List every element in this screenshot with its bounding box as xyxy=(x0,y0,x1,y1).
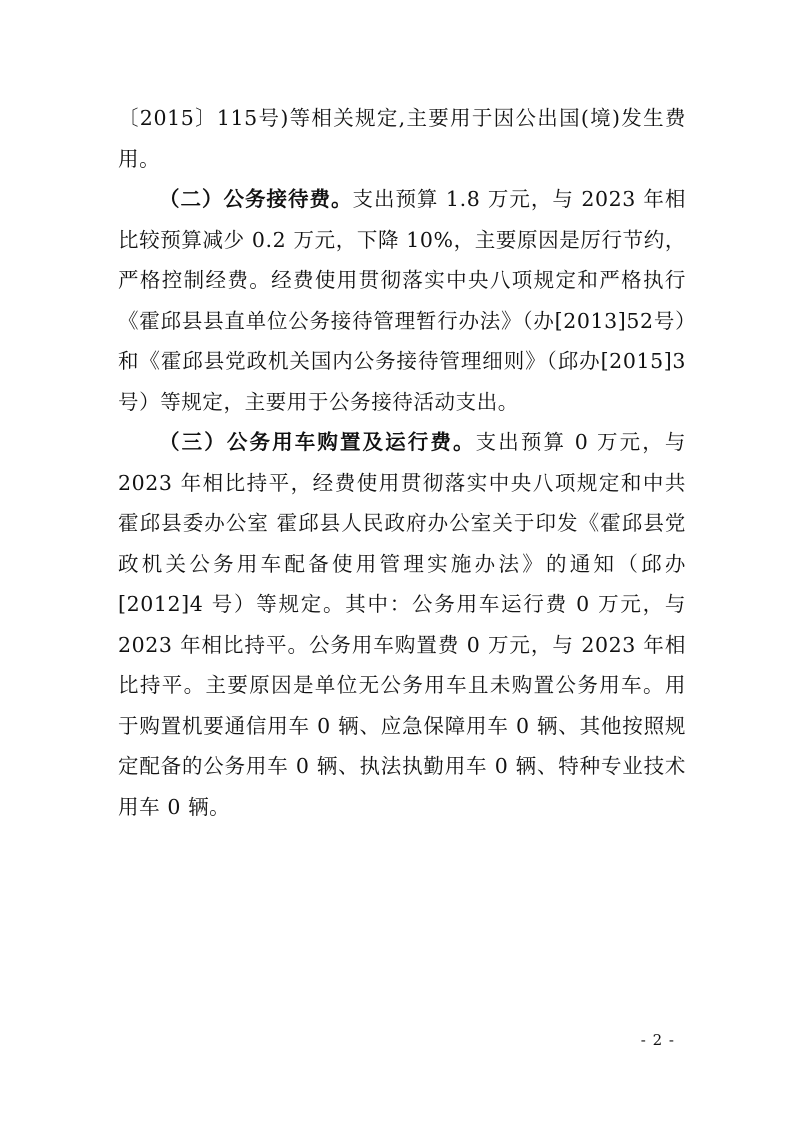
paragraph-vehicle-expenses xyxy=(118,422,686,827)
paragraph-text: 支出预算 0 万元，与 2023 年相比持平，经费使用贯彻落实中央八项规定和中共霍邱县委办公室 霍邱县人民政府办公室关于印发《霍邱县党政机关公务用车配备使用管理实施办法》的通知（邱办[2012]4 号）等规定。其中：公务用车运行费 0 万元，与 2023 年相比持平。公务用车购置费 0 万元，与 2023 年相比持平。主要原因是单位无公务用车且未购置公务用车。用于购置机要通信用车 0 辆、应急保障用车 0 辆、其他按照规定配备的公务用车 0 辆、执法执勤用车 0 辆、特种专业技术用车 0 辆。 xyxy=(118,430,686,819)
section-heading-reception: （二）公务接待费。 xyxy=(159,187,353,211)
section-heading-vehicle: （三）公务用车购置及运行费。 xyxy=(159,430,476,454)
paragraph-reception-expenses xyxy=(118,179,686,422)
paragraph-text: 〔2015〕115号)等相关规定,主要用于因公出国(境)发生费用。 xyxy=(118,106,686,171)
paragraph-text: 支出预算 1.8 万元，与 2023 年相比较预算减少 0.2 万元，下降 10%，主要原因是厉行节约，严格控制经费。经费使用贯彻落实中央八项规定和严格执行《霍邱县县直单位公务接待管理暂行办法》（办[2013]52号）和《霍邱县党政机关国内公务接待管理细则》（邱办[2015]3 号）等规定，主要用于公务接待活动支出。 xyxy=(118,187,687,414)
page-number: - 2 - xyxy=(640,1031,675,1049)
paragraph-continuation xyxy=(118,98,686,179)
document-body xyxy=(118,98,686,827)
